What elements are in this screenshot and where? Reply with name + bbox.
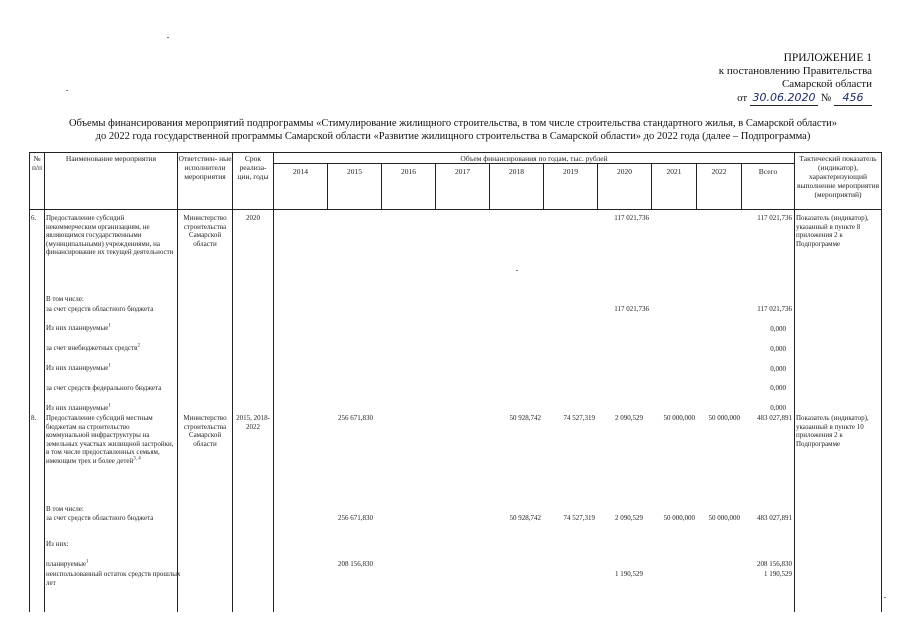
row6-name: Предоставление субсидий некоммерческим организациям, не являющимся государственными (муниципальными) учреждениями, на финансирование их текущей деятельности <box>46 214 174 256</box>
header-num: № п/п <box>31 154 43 172</box>
row8-regional-2021: 50 000,000 <box>663 514 695 522</box>
appendix-block <box>652 52 872 106</box>
row8-planned: планируемые$^1$ <box>46 559 89 568</box>
date-prefix: от <box>737 92 748 104</box>
header-year: 2019 <box>563 167 578 176</box>
document-title-line-2: до 2022 года государственной программы Самарской области «Развитие жилищного строительства в Самарской области» до 2022 года (далее – Подпрограмма) <box>95 131 811 142</box>
row6-regional-label: за счет средств областного бюджета <box>46 305 154 313</box>
row6-federal-label: за счет средств федерального бюджета <box>46 384 162 392</box>
row8-unused-2020: 1 190,529 <box>615 570 643 578</box>
row8-regional-2022: 50 000,000 <box>708 514 740 522</box>
row6-including: В том числе: <box>46 295 84 303</box>
col-divider <box>794 152 795 612</box>
row8-2015: 256 671,830 <box>338 414 373 422</box>
scan-speck <box>167 37 169 38</box>
header-year: 2021 <box>666 167 682 176</box>
appendix-title: ПРИЛОЖЕНИЕ 1 <box>783 52 872 64</box>
table-left-border <box>29 152 30 612</box>
row6-total: 117 021,736 <box>757 214 792 222</box>
row6-2020: 117 021,736 <box>614 214 649 222</box>
handwritten-date: 30.06.2020 <box>750 91 818 106</box>
col-divider <box>44 152 45 612</box>
appendix-line-2: к постановлению Правительства <box>718 65 872 77</box>
row8-regional-total: 483 027,891 <box>757 514 792 522</box>
row8-regional-2015: 256 671,830 <box>338 514 373 522</box>
row6-term: 2020 <box>246 214 260 222</box>
header-year-divider <box>273 163 794 164</box>
row8-regional-label: за счет средств областного бюджета <box>46 514 154 522</box>
header-name: Наименование мероприятия <box>65 154 157 163</box>
row8-name: Предоставление субсидий местным бюджетам на строительство коммунальной инфраструктуры на земельных участках жилищной застройки, в том числе предоставленных семьям, имеющим трех и более детей$^{3, 4}$ <box>46 414 174 465</box>
row6-federal-total: 0,000 <box>770 384 786 392</box>
row8-2022: 50 000,000 <box>708 414 740 422</box>
header-year: 2022 <box>711 167 727 176</box>
row8-regional-2019: 74 527,319 <box>563 514 595 522</box>
row6-indicator: Показатель (индикатор), указанный в пункте 8 приложения 2 к Подпрограмме <box>796 214 869 248</box>
row6-regional-2020: 117 021,736 <box>614 305 649 313</box>
header-year: 2018 <box>509 167 524 176</box>
col-divider <box>273 152 274 612</box>
row8-of-them: Из них: <box>46 540 69 548</box>
row8-2019: 74 527,319 <box>563 414 595 422</box>
row8-planned-total: 208 156,830 <box>757 560 792 568</box>
table-top-border <box>29 152 881 153</box>
row6-planned-1: Из них планируемые$^1$ <box>46 323 111 332</box>
header-year: 2015 <box>347 167 362 176</box>
header-bottom-border <box>29 209 881 210</box>
handwritten-number: 456 <box>834 91 872 106</box>
row8-responsible: Министерство строительства Самарской области <box>183 414 227 448</box>
row6-planned-3: Из них планируемые$^1$ <box>46 403 111 412</box>
row8-term: 2015, 2018-2022 <box>236 414 270 431</box>
scan-speck <box>884 597 886 598</box>
row8-2021: 50 000,000 <box>663 414 695 422</box>
header-indicator: Тактический показатель (индикатор), характеризующий выполнение мероприятия (мероприятий) <box>796 154 880 199</box>
row8-unused-label: неиспользованный остаток средств прошлых лет <box>46 570 181 587</box>
document-title-line-1: Объемы финансирования мероприятий подпрограммы «Стимулирование жилищного строительства, в том числе строительства стандартного жилья, в Самарской области» <box>68 118 838 129</box>
row8-2018: 50 928,742 <box>509 414 541 422</box>
header-year: 2017 <box>455 167 470 176</box>
header-year: 2016 <box>401 167 416 176</box>
appendix-line-3: Самарской области <box>781 78 872 90</box>
row6-planned-1-total: 0,000 <box>770 325 786 333</box>
header-year: 2014 <box>293 167 308 176</box>
row8-indicator: Показатель (индикатор), указанный в пункте 10 приложения 2 к Подпрограмме <box>796 414 869 448</box>
row8-total: 483 027,891 <box>757 414 792 422</box>
row6-planned-3-total: 0,000 <box>770 404 786 412</box>
row8-2020: 2 090,529 <box>615 414 643 422</box>
table-right-border <box>881 152 882 612</box>
row6-extrabudget: за счет внебюджетных средств$^2$ <box>46 343 140 352</box>
header-total: Всего <box>758 167 778 176</box>
scan-speck <box>66 90 68 91</box>
row6-planned-2-total: 0,000 <box>770 365 786 373</box>
appendix-date-line <box>652 91 872 106</box>
row6-responsible: Министерство строительства Самарской области <box>183 214 227 248</box>
row8-regional-2020: 2 090,529 <box>615 514 643 522</box>
row8-num: 8. <box>31 414 37 422</box>
row6-extrabudget-total: 0,000 <box>770 345 786 353</box>
header-responsible: Ответствен- ные исполнители мероприятия <box>178 154 232 181</box>
header-volume: Объем финансирования по годам, тыс. рублей <box>460 154 608 163</box>
row6-num: 6. <box>31 214 37 222</box>
row8-unused-total: 1 190,529 <box>764 570 792 578</box>
number-prefix: № <box>820 92 832 104</box>
row8-planned-2015: 208 156,830 <box>338 560 373 568</box>
row8-regional-2018: 50 928,742 <box>509 514 541 522</box>
document-title <box>28 117 878 143</box>
row8-including: В том числе: <box>46 505 84 513</box>
scan-speck <box>516 270 518 271</box>
row6-regional-total: 117 021,736 <box>757 305 792 313</box>
header-year: 2020 <box>617 167 632 176</box>
header-term: Срок реализа- ции, годы <box>237 154 269 181</box>
row6-planned-2: Из них планируемые$^1$ <box>46 363 111 372</box>
